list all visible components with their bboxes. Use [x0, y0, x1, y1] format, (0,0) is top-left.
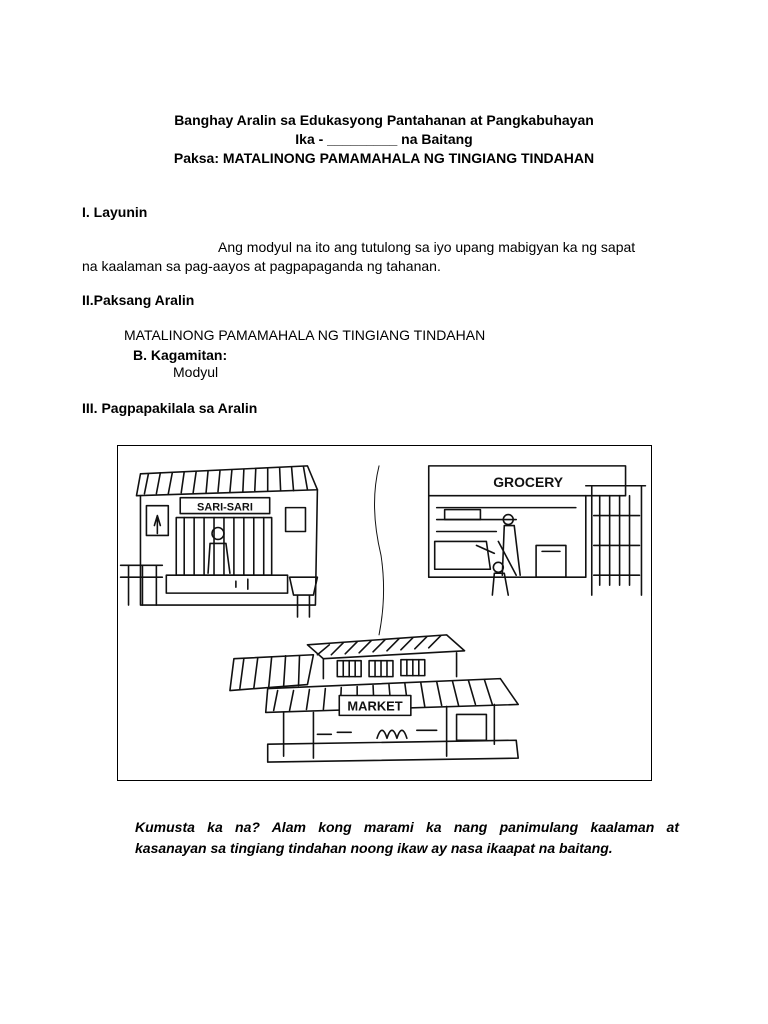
layunin-text-line1: Ang modyul na ito ang tutulong sa iyo upang mabigyan ka ng sapat: [218, 239, 636, 255]
section-layunin-title: I. Layunin: [82, 204, 148, 220]
sari-sari-store-drawing: [121, 466, 318, 617]
section-paksang-aralin-title: II.Paksang Aralin: [82, 292, 195, 308]
kagamitan-title: B. Kagamitan:: [133, 347, 228, 363]
layunin-text-line2: na kaalaman sa pag-aayos at pagpapaganda ng tahanan.: [82, 258, 441, 274]
closing-paragraph: [135, 817, 679, 859]
section-pagpapakilala-title: III. Pagpapakilala sa Aralin: [82, 400, 258, 416]
topic-line: Paksa: MATALINONG PAMAMAHALA NG TINGIANG TINDAHAN: [173, 150, 595, 166]
sari-sari-sign: SARI-SARI: [197, 501, 253, 514]
grocery-sign: GROCERY: [493, 473, 564, 490]
kagamitan-item: Modyul: [173, 364, 219, 380]
stores-illustration: [117, 445, 652, 781]
grade-level-line: Ika - _________ na Baitang: [295, 131, 473, 147]
closing-line2: kasanayan sa tingiang tindahan noong ikaw ay nasa ikaapat na baitang.: [135, 840, 613, 856]
closing-line1: Kumusta ka na? Alam kong marami ka nang panimulang kaalaman at: [135, 819, 679, 835]
document-title: Banghay Aralin sa Edukasyong Pantahanan at Pangkabuhayan: [174, 112, 594, 128]
market-sign: MARKET: [347, 698, 403, 714]
paksang-aralin-topic: MATALINONG PAMAMAHALA NG TINGIANG TINDAHAN: [124, 327, 486, 343]
